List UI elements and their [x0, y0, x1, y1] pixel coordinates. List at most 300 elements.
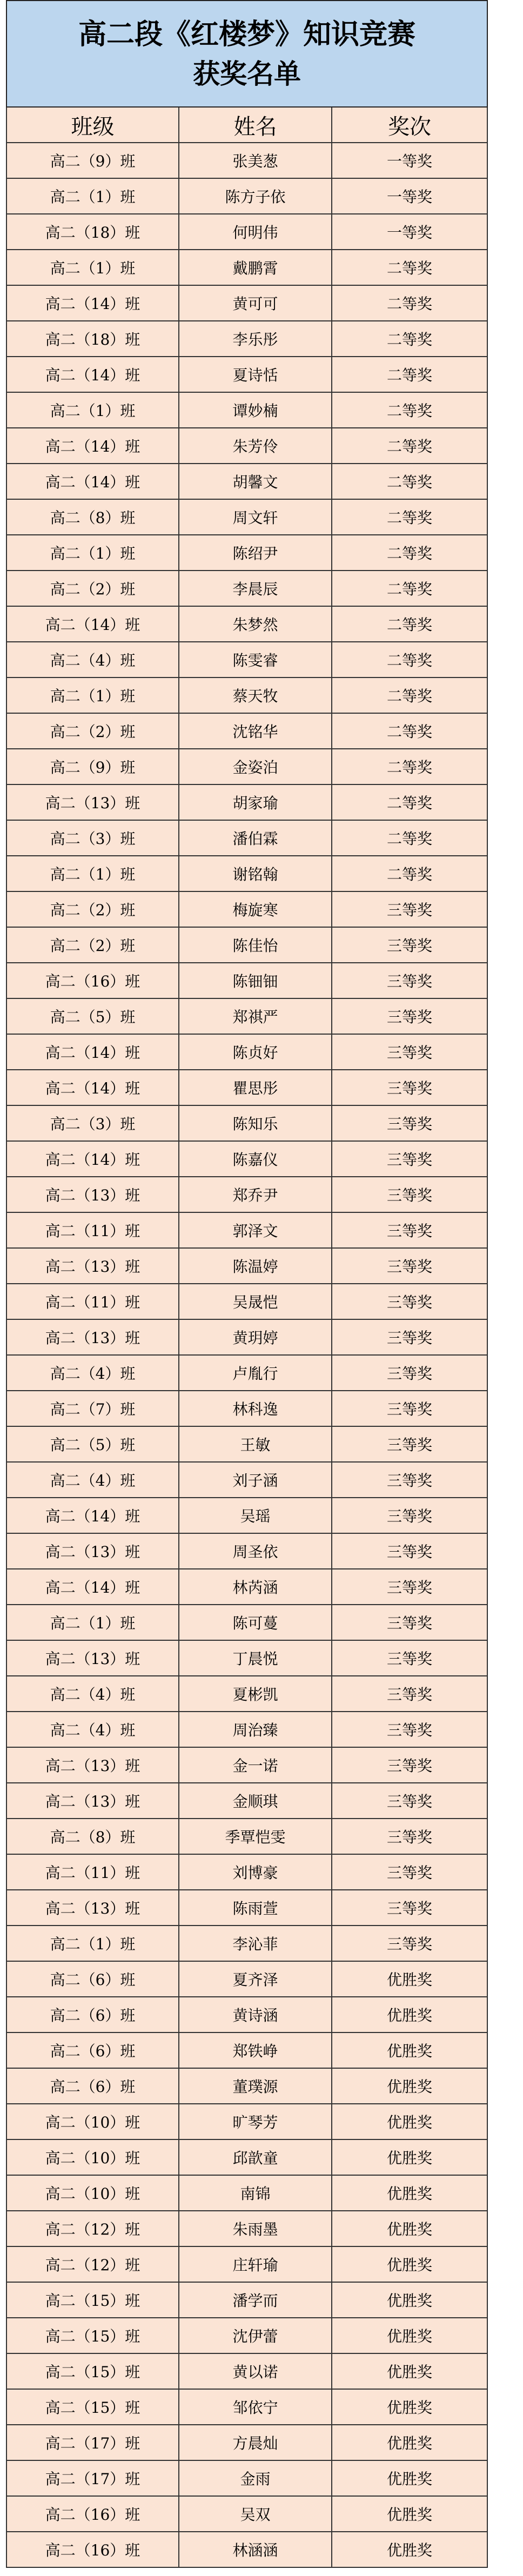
sheet-right-margin [488, 1356, 523, 1391]
sheet-right-margin [488, 1177, 523, 1213]
page-subtitle: 获奖名单 [193, 57, 301, 90]
cell-name: 郑祺严 [179, 999, 332, 1035]
sheet-right-margin [488, 1569, 523, 1605]
cell-name: 陈温婷 [179, 1249, 332, 1284]
cell-class: 高二（1）班 [6, 250, 179, 286]
sheet-left-margin [0, 1070, 6, 1106]
cell-award: 优胜奖 [332, 2283, 488, 2318]
cell-class: 高二（13）班 [6, 1783, 179, 1819]
sheet-right-margin [488, 1070, 523, 1106]
cell-name: 谭妙楠 [179, 393, 332, 428]
cell-name: 郭泽文 [179, 1213, 332, 1249]
sheet-left-margin [0, 999, 6, 1035]
cell-name: 朱芳伶 [179, 428, 332, 464]
cell-class: 高二（13）班 [6, 1748, 179, 1783]
sheet-right-margin [488, 607, 523, 642]
cell-name: 朱雨墨 [179, 2211, 332, 2247]
sheet-right-margin [488, 2069, 523, 2104]
cell-name: 金顺琪 [179, 1783, 332, 1819]
cell-name: 黄玥婷 [179, 1320, 332, 1356]
sheet-left-margin [0, 1676, 6, 1712]
sheet-left-margin [0, 2140, 6, 2176]
sheet-right-margin [488, 321, 523, 357]
cell-award: 优胜奖 [332, 2390, 488, 2425]
sheet-right-margin [488, 464, 523, 500]
cell-class: 高二（4）班 [6, 1712, 179, 1748]
sheet-left-margin [0, 1249, 6, 1284]
cell-name: 季覃恺雯 [179, 1819, 332, 1855]
sheet-left-margin [0, 1427, 6, 1463]
cell-name: 林芮涵 [179, 1569, 332, 1605]
cell-award: 三等奖 [332, 1926, 488, 1962]
sheet-left-margin [0, 2461, 6, 2497]
sheet-right-margin [488, 1855, 523, 1890]
cell-name: 李晨辰 [179, 571, 332, 607]
cell-name: 旷琴芳 [179, 2104, 332, 2140]
sheet-right-margin [488, 1712, 523, 1748]
cell-name: 周治臻 [179, 1712, 332, 1748]
cell-award: 三等奖 [332, 1177, 488, 1213]
sheet-left-margin [0, 2283, 6, 2318]
cell-name: 胡家瑜 [179, 785, 332, 821]
sheet-right-margin [488, 1605, 523, 1641]
sheet-left-margin [0, 1712, 6, 1748]
sheet-right-margin [488, 428, 523, 464]
cell-award: 优胜奖 [332, 1962, 488, 1997]
cell-award: 二等奖 [332, 607, 488, 642]
cell-name: 李乐彤 [179, 321, 332, 357]
cell-award: 二等奖 [332, 714, 488, 749]
cell-award: 三等奖 [332, 1855, 488, 1890]
sheet-left-margin [0, 2176, 6, 2211]
header-name: 姓名 [179, 108, 332, 143]
sheet-left-margin [0, 1783, 6, 1819]
cell-class: 高二（13）班 [6, 1534, 179, 1569]
cell-name: 卢胤行 [179, 1356, 332, 1391]
sheet-right-margin [488, 143, 523, 179]
cell-class: 高二（7）班 [6, 1391, 179, 1427]
sheet-left-margin [0, 535, 6, 571]
cell-name: 夏彬凯 [179, 1676, 332, 1712]
cell-class: 高二（13）班 [6, 1320, 179, 1356]
cell-class: 高二（12）班 [6, 2247, 179, 2283]
sheet-right-margin [488, 1035, 523, 1070]
cell-name: 周文轩 [179, 500, 332, 535]
cell-class: 高二（4）班 [6, 642, 179, 678]
cell-name: 金姿泊 [179, 749, 332, 785]
cell-name: 吴双 [179, 2497, 332, 2532]
cell-name: 陈方子依 [179, 179, 332, 214]
cell-award: 二等奖 [332, 500, 488, 535]
sheet-left-margin [0, 250, 6, 286]
sheet-left-margin [0, 108, 6, 143]
sheet-right-margin [488, 500, 523, 535]
cell-award: 一等奖 [332, 143, 488, 179]
sheet-left-margin [0, 963, 6, 999]
cell-award: 优胜奖 [332, 1997, 488, 2033]
sheet-right-margin [488, 2033, 523, 2069]
sheet-left-margin [0, 1748, 6, 1783]
cell-class: 高二（14）班 [6, 607, 179, 642]
sheet-left-margin [0, 1962, 6, 1997]
sheet-right-margin [488, 1213, 523, 1249]
cell-award: 优胜奖 [332, 2069, 488, 2104]
cell-class: 高二（16）班 [6, 963, 179, 999]
cell-award: 二等奖 [332, 357, 488, 393]
sheet-right-margin [488, 2425, 523, 2461]
sheet-right-margin [488, 250, 523, 286]
cell-class: 高二（8）班 [6, 500, 179, 535]
cell-class: 高二（18）班 [6, 321, 179, 357]
cell-name: 陈绍尹 [179, 535, 332, 571]
sheet-right-margin [488, 535, 523, 571]
cell-award: 三等奖 [332, 1320, 488, 1356]
cell-class: 高二（17）班 [6, 2425, 179, 2461]
sheet-right-margin [488, 1783, 523, 1819]
sheet-left-margin [0, 500, 6, 535]
cell-name: 南锦 [179, 2176, 332, 2211]
cell-class: 高二（6）班 [6, 2033, 179, 2069]
cell-name: 邹依宁 [179, 2390, 332, 2425]
sheet-right-margin [488, 1926, 523, 1962]
sheet-right-margin [488, 1427, 523, 1463]
cell-award: 二等奖 [332, 785, 488, 821]
cell-class: 高二（3）班 [6, 821, 179, 856]
sheet-right-margin [488, 2497, 523, 2532]
cell-class: 高二（6）班 [6, 2069, 179, 2104]
sheet-right-margin [488, 821, 523, 856]
cell-award: 二等奖 [332, 749, 488, 785]
sheet-left-margin [0, 1106, 6, 1142]
sheet-right-margin [488, 2354, 523, 2390]
sheet-right-margin [488, 1320, 523, 1356]
sheet-right-margin [488, 1676, 523, 1712]
cell-award: 三等奖 [332, 1569, 488, 1605]
cell-class: 高二（13）班 [6, 1890, 179, 1926]
sheet-right-margin [488, 714, 523, 749]
sheet-right-margin [488, 0, 523, 108]
sheet-right-margin [488, 2176, 523, 2211]
sheet-right-margin [488, 2283, 523, 2318]
sheet-left-margin [0, 0, 6, 108]
sheet-left-margin [0, 393, 6, 428]
cell-class: 高二（18）班 [6, 214, 179, 250]
cell-award: 三等奖 [332, 1676, 488, 1712]
sheet-right-margin [488, 1962, 523, 1997]
cell-name: 董璞源 [179, 2069, 332, 2104]
cell-name: 陈贞好 [179, 1035, 332, 1070]
cell-class: 高二（14）班 [6, 464, 179, 500]
header-award: 奖次 [332, 108, 488, 143]
cell-name: 潘伯霖 [179, 821, 332, 856]
cell-class: 高二（5）班 [6, 1427, 179, 1463]
sheet-right-margin [488, 928, 523, 963]
cell-name: 陈钿钿 [179, 963, 332, 999]
cell-name: 黄诗涵 [179, 1997, 332, 2033]
cell-award: 优胜奖 [332, 2461, 488, 2497]
cell-award: 三等奖 [332, 1641, 488, 1676]
cell-award: 三等奖 [332, 1427, 488, 1463]
sheet-right-margin [488, 1391, 523, 1427]
cell-name: 何明伟 [179, 214, 332, 250]
cell-class: 高二（1）班 [6, 1605, 179, 1641]
cell-name: 夏齐泽 [179, 1962, 332, 1997]
cell-name: 陈嘉仪 [179, 1142, 332, 1177]
sheet-left-margin [0, 2354, 6, 2390]
cell-name: 吴瑶 [179, 1498, 332, 1534]
cell-award: 三等奖 [332, 1213, 488, 1249]
cell-class: 高二（16）班 [6, 2532, 179, 2568]
sheet-left-margin [0, 1035, 6, 1070]
cell-name: 黄可可 [179, 286, 332, 321]
sheet-right-margin [488, 1106, 523, 1142]
sheet-left-margin [0, 1391, 6, 1427]
sheet-left-margin [0, 678, 6, 714]
cell-class: 高二（15）班 [6, 2318, 179, 2354]
sheet-left-margin [0, 2425, 6, 2461]
header-class: 班级 [6, 108, 179, 143]
cell-name: 潘学而 [179, 2283, 332, 2318]
sheet-left-margin [0, 1213, 6, 1249]
sheet-right-margin [488, 678, 523, 714]
sheet-left-margin [0, 428, 6, 464]
sheet-right-margin [488, 785, 523, 821]
sheet-left-margin [0, 1320, 6, 1356]
sheet-left-margin [0, 214, 6, 250]
sheet-right-margin [488, 357, 523, 393]
cell-class: 高二（1）班 [6, 179, 179, 214]
sheet-left-margin [0, 321, 6, 357]
sheet-right-margin [488, 2390, 523, 2425]
cell-class: 高二（2）班 [6, 892, 179, 928]
sheet-right-margin [488, 1997, 523, 2033]
sheet-right-margin [488, 2461, 523, 2497]
cell-award: 三等奖 [332, 999, 488, 1035]
cell-name: 丁晨悦 [179, 1641, 332, 1676]
cell-award: 三等奖 [332, 1106, 488, 1142]
cell-class: 高二（17）班 [6, 2461, 179, 2497]
sheet-left-margin [0, 714, 6, 749]
cell-class: 高二（14）班 [6, 357, 179, 393]
cell-award: 三等奖 [332, 1890, 488, 1926]
cell-name: 黄以诺 [179, 2354, 332, 2390]
cell-award: 三等奖 [332, 892, 488, 928]
sheet-left-margin [0, 1534, 6, 1569]
sheet-left-margin [0, 2069, 6, 2104]
cell-class: 高二（13）班 [6, 1249, 179, 1284]
sheet-right-margin [488, 1142, 523, 1177]
sheet-left-margin [0, 785, 6, 821]
cell-award: 优胜奖 [332, 2497, 488, 2532]
cell-name: 吴晟恺 [179, 1284, 332, 1320]
cell-name: 陈知乐 [179, 1106, 332, 1142]
sheet-left-margin [0, 2211, 6, 2247]
sheet-left-margin [0, 2532, 6, 2568]
cell-name: 郑铁峥 [179, 2033, 332, 2069]
cell-award: 二等奖 [332, 464, 488, 500]
sheet-right-margin [488, 2140, 523, 2176]
cell-award: 优胜奖 [332, 2104, 488, 2140]
sheet-left-margin [0, 1177, 6, 1213]
cell-award: 三等奖 [332, 1712, 488, 1748]
cell-class: 高二（5）班 [6, 999, 179, 1035]
sheet-right-margin [488, 214, 523, 250]
cell-name: 刘子涵 [179, 1463, 332, 1498]
sheet-left-margin [0, 2033, 6, 2069]
cell-name: 刘博豪 [179, 1855, 332, 1890]
cell-class: 高二（15）班 [6, 2390, 179, 2425]
sheet-left-margin [0, 1498, 6, 1534]
sheet-left-margin [0, 892, 6, 928]
sheet-right-margin [488, 749, 523, 785]
cell-class: 高二（1）班 [6, 678, 179, 714]
sheet-left-margin [0, 1605, 6, 1641]
sheet-right-margin [488, 286, 523, 321]
sheet-left-margin [0, 2104, 6, 2140]
cell-class: 高二（14）班 [6, 1035, 179, 1070]
cell-award: 优胜奖 [332, 2247, 488, 2283]
sheet-right-margin [488, 2318, 523, 2354]
cell-name: 庄轩瑜 [179, 2247, 332, 2283]
cell-class: 高二（2）班 [6, 714, 179, 749]
cell-award: 优胜奖 [332, 2176, 488, 2211]
cell-award: 三等奖 [332, 1605, 488, 1641]
cell-name: 胡馨文 [179, 464, 332, 500]
sheet-left-margin [0, 2318, 6, 2354]
cell-class: 高二（6）班 [6, 1997, 179, 2033]
cell-award: 二等奖 [332, 535, 488, 571]
sheet-left-margin [0, 642, 6, 678]
cell-class: 高二（2）班 [6, 571, 179, 607]
sheet-right-margin [488, 999, 523, 1035]
sheet-left-margin [0, 749, 6, 785]
cell-award: 三等奖 [332, 1783, 488, 1819]
cell-class: 高二（9）班 [6, 143, 179, 179]
cell-class: 高二（14）班 [6, 1142, 179, 1177]
sheet-left-margin [0, 2247, 6, 2283]
sheet-right-margin [488, 892, 523, 928]
page-title: 高二段《红楼梦》知识竞赛 [78, 17, 415, 51]
cell-award: 二等奖 [332, 821, 488, 856]
cell-name: 周圣依 [179, 1534, 332, 1569]
cell-class: 高二（6）班 [6, 1962, 179, 1997]
cell-award: 二等奖 [332, 286, 488, 321]
sheet-right-margin [488, 1534, 523, 1569]
sheet-left-margin [0, 2497, 6, 2532]
sheet-right-margin [488, 1498, 523, 1534]
cell-class: 高二（1）班 [6, 393, 179, 428]
cell-name: 沈铭华 [179, 714, 332, 749]
sheet-left-margin [0, 2390, 6, 2425]
cell-award: 优胜奖 [332, 2318, 488, 2354]
cell-name: 陈雨萱 [179, 1890, 332, 1926]
cell-award: 二等奖 [332, 856, 488, 892]
cell-class: 高二（15）班 [6, 2354, 179, 2390]
cell-class: 高二（8）班 [6, 1819, 179, 1855]
sheet-right-margin [488, 1641, 523, 1676]
sheet-right-margin [488, 571, 523, 607]
cell-award: 一等奖 [332, 214, 488, 250]
cell-award: 二等奖 [332, 250, 488, 286]
sheet-right-margin [488, 1890, 523, 1926]
sheet-left-margin [0, 1142, 6, 1177]
cell-name: 方晨灿 [179, 2425, 332, 2461]
cell-class: 高二（1）班 [6, 1926, 179, 1962]
cell-class: 高二（13）班 [6, 785, 179, 821]
cell-class: 高二（11）班 [6, 1213, 179, 1249]
cell-class: 高二（4）班 [6, 1463, 179, 1498]
cell-class: 高二（10）班 [6, 2104, 179, 2140]
sheet-left-margin [0, 179, 6, 214]
cell-award: 三等奖 [332, 1284, 488, 1320]
cell-award: 三等奖 [332, 1356, 488, 1391]
cell-class: 高二（15）班 [6, 2283, 179, 2318]
cell-name: 张美葱 [179, 143, 332, 179]
cell-class: 高二（10）班 [6, 2140, 179, 2176]
sheet-right-margin [488, 1819, 523, 1855]
cell-award: 优胜奖 [332, 2425, 488, 2461]
cell-name: 蔡天牧 [179, 678, 332, 714]
cell-award: 二等奖 [332, 642, 488, 678]
cell-award: 优胜奖 [332, 2033, 488, 2069]
sheet-left-margin [0, 1855, 6, 1890]
sheet-right-margin [488, 963, 523, 999]
sheet-left-margin [0, 286, 6, 321]
sheet-left-margin [0, 607, 6, 642]
cell-class: 高二（4）班 [6, 1356, 179, 1391]
cell-award: 三等奖 [332, 1819, 488, 1855]
sheet-left-margin [0, 571, 6, 607]
cell-class: 高二（11）班 [6, 1284, 179, 1320]
cell-class: 高二（3）班 [6, 1106, 179, 1142]
cell-award: 优胜奖 [332, 2532, 488, 2568]
cell-award: 一等奖 [332, 179, 488, 214]
cell-award: 三等奖 [332, 928, 488, 963]
cell-class: 高二（14）班 [6, 1070, 179, 1106]
sheet-right-margin [488, 1748, 523, 1783]
sheet-left-margin [0, 1356, 6, 1391]
cell-class: 高二（13）班 [6, 1177, 179, 1213]
sheet-left-margin [0, 1926, 6, 1962]
cell-class: 高二（14）班 [6, 1498, 179, 1534]
sheet-left-margin [0, 1819, 6, 1855]
sheet-right-margin [488, 108, 523, 143]
cell-award: 二等奖 [332, 678, 488, 714]
cell-award: 三等奖 [332, 1035, 488, 1070]
cell-name: 陈雯睿 [179, 642, 332, 678]
sheet-right-margin [488, 1463, 523, 1498]
cell-class: 高二（11）班 [6, 1855, 179, 1890]
sheet-right-margin [488, 1249, 523, 1284]
cell-name: 陈佳怡 [179, 928, 332, 963]
sheet-right-margin [488, 856, 523, 892]
cell-name: 陈可蔓 [179, 1605, 332, 1641]
cell-award: 二等奖 [332, 393, 488, 428]
cell-award: 二等奖 [332, 321, 488, 357]
cell-class: 高二（13）班 [6, 1641, 179, 1676]
cell-class: 高二（14）班 [6, 1569, 179, 1605]
cell-class: 高二（12）班 [6, 2211, 179, 2247]
cell-award: 三等奖 [332, 1498, 488, 1534]
sheet-left-margin [0, 357, 6, 393]
cell-class: 高二（9）班 [6, 749, 179, 785]
sheet-left-margin [0, 821, 6, 856]
cell-name: 夏诗恬 [179, 357, 332, 393]
cell-award: 二等奖 [332, 428, 488, 464]
cell-award: 三等奖 [332, 1534, 488, 1569]
sheet-right-margin [488, 2104, 523, 2140]
sheet-right-margin [488, 2247, 523, 2283]
